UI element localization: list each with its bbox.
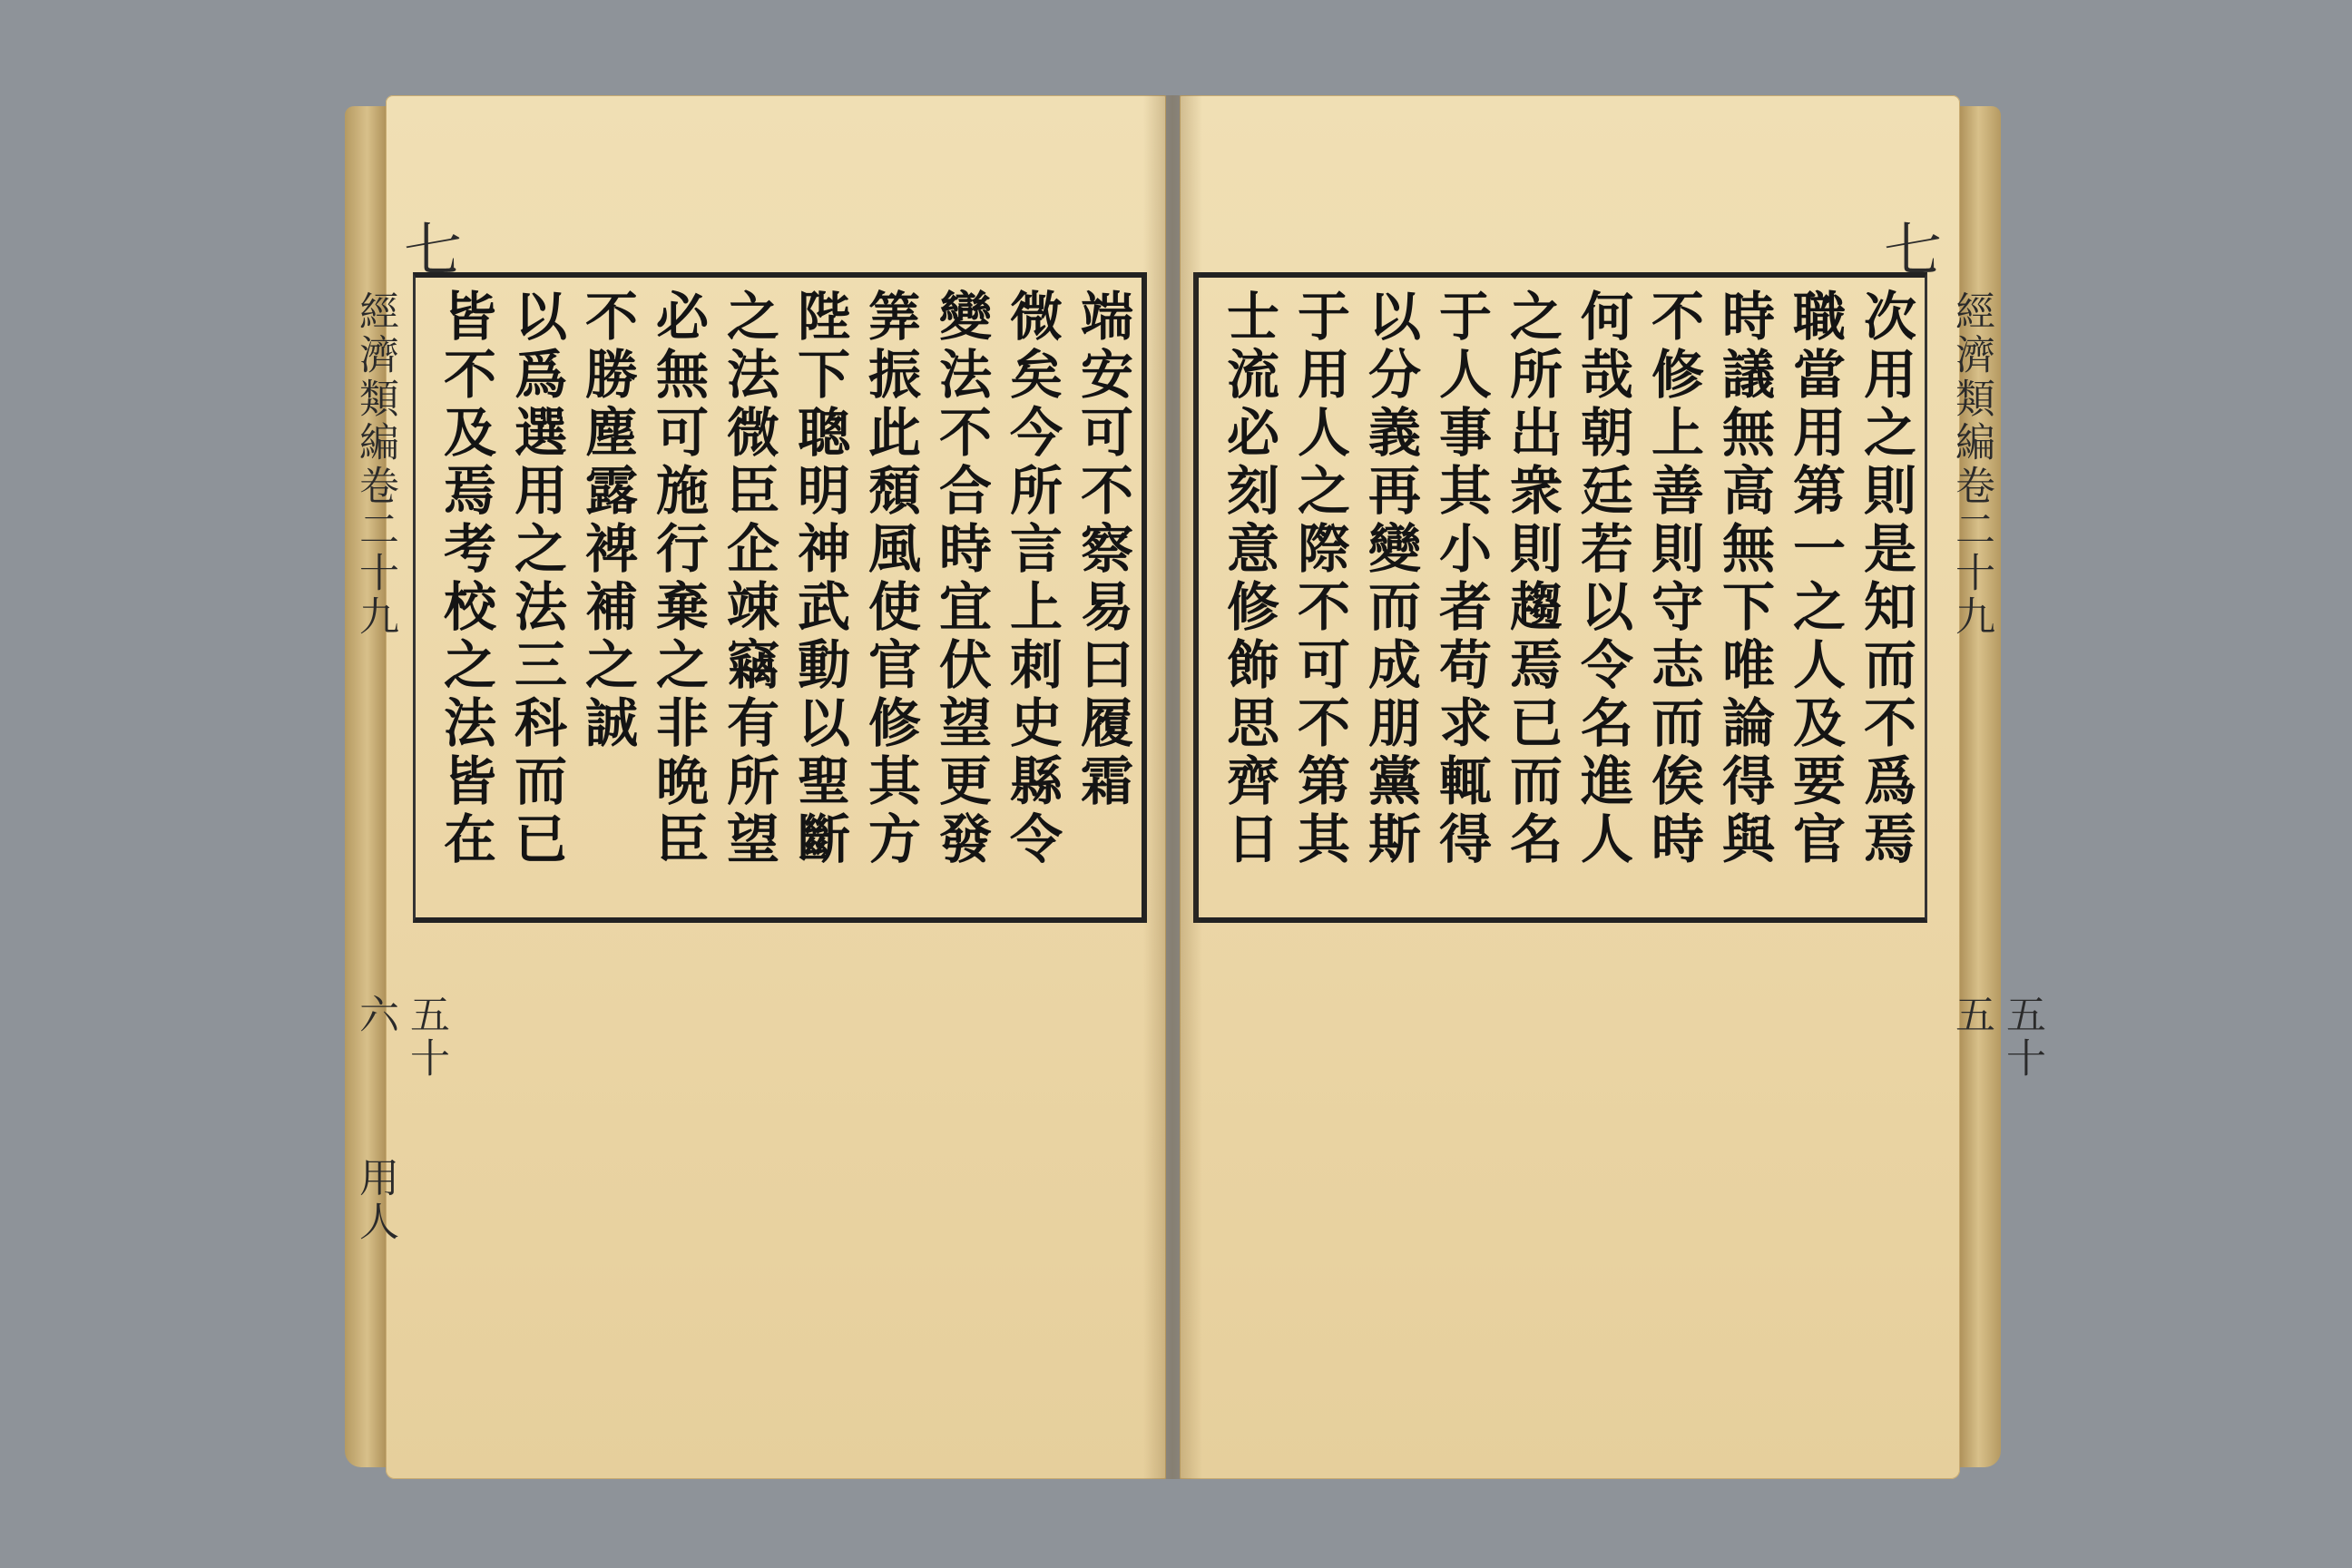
left-margin-label: 用人 <box>352 1157 398 1244</box>
right-column-7: 于人事其小者苟求輒得 <box>1429 289 1493 906</box>
right-column-6: 之所出衆則趨焉已而名 <box>1500 289 1563 906</box>
left-corner-mark: 七 <box>404 218 462 285</box>
right-column-5: 何哉朝廷若以令名進人 <box>1571 289 1634 906</box>
left-text-frame <box>413 272 1147 923</box>
left-column-4: 筭振此頹風使官修其方 <box>858 289 922 906</box>
right-column-1: 次用之則是知而不爲焉 <box>1854 289 1917 906</box>
left-column-1: 端安可不察易曰履霜 <box>1071 289 1134 906</box>
right-margin-folio: 五十五 <box>1948 994 2045 1081</box>
left-margin-title: 經濟類編卷二十九 <box>352 290 398 639</box>
left-column-10: 皆不及焉考校之法皆在 <box>434 289 497 906</box>
left-column-7: 必無可施行棄之非晩臣 <box>646 289 710 906</box>
left-column-8: 不勝塵露裨補之誠 <box>575 289 639 906</box>
right-column-3: 時議無高無下唯論得與 <box>1712 289 1776 906</box>
right-column-9: 于用人之際不可不第其 <box>1288 289 1351 906</box>
open-book <box>345 95 2045 1479</box>
right-column-4: 不修上善則守志而俟時 <box>1642 289 1705 906</box>
right-margin-title: 經濟類編卷二十九 <box>1948 290 1994 639</box>
right-text-frame <box>1193 272 1927 923</box>
right-page <box>1180 95 2045 1479</box>
left-column-9: 以爲選用之法三科而已 <box>505 289 568 906</box>
left-column-2: 微矣今所言上刺史縣令 <box>1000 289 1063 906</box>
right-corner-mark: 七 <box>1884 218 1942 285</box>
book-gutter <box>1143 95 1202 1479</box>
right-column-2: 職當用第一之人及要官 <box>1783 289 1847 906</box>
left-column-5: 陛下聰明神武動以聖斷 <box>788 289 851 906</box>
left-column-3: 變法不合時宜伏望更發 <box>929 289 993 906</box>
left-page <box>352 95 1166 1479</box>
left-margin-folio: 五十六 <box>352 994 449 1081</box>
left-column-6: 之法微臣企竦竊有所望 <box>717 289 780 906</box>
right-column-10: 士流必刻意修飾思齊日 <box>1217 289 1280 906</box>
right-column-8: 以分義再變而成朋黨斯 <box>1358 289 1422 906</box>
